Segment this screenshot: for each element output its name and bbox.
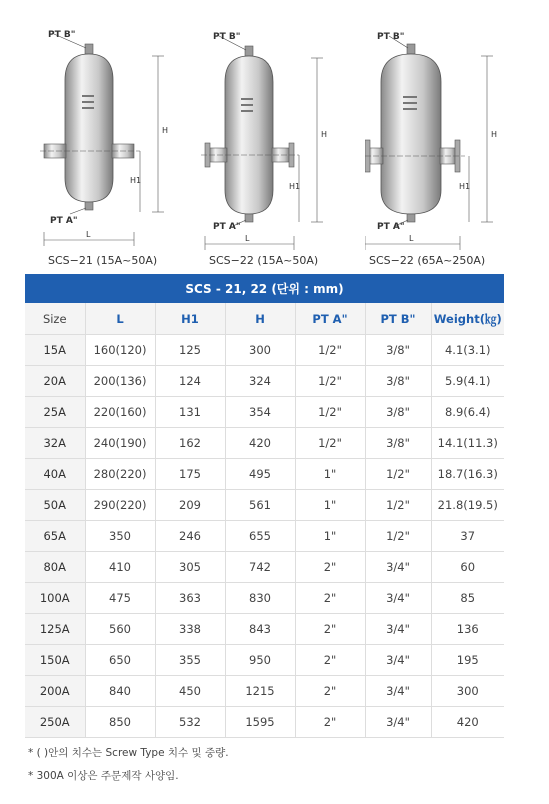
table-cell: 3/4" bbox=[365, 645, 431, 676]
table-cell: 3/8" bbox=[365, 428, 431, 459]
table-cell: 1/2" bbox=[365, 490, 431, 521]
spec-table bbox=[25, 303, 504, 738]
column-header-l: L bbox=[85, 303, 155, 335]
size-cell: 100A bbox=[25, 583, 85, 614]
table-cell: 1/2" bbox=[295, 397, 365, 428]
label-pt-a: PT A" bbox=[213, 222, 241, 232]
size-cell: 250A bbox=[25, 707, 85, 738]
table-cell: 200(136) bbox=[85, 366, 155, 397]
table-row bbox=[25, 614, 504, 645]
table-cell: 561 bbox=[225, 490, 295, 521]
size-cell: 15A bbox=[25, 335, 85, 366]
table-cell: 420 bbox=[225, 428, 295, 459]
label-h: H bbox=[321, 130, 328, 139]
table-cell: 3/4" bbox=[365, 707, 431, 738]
column-header-pt-b: PT B" bbox=[365, 303, 431, 335]
table-cell: 3/4" bbox=[365, 583, 431, 614]
table-row bbox=[25, 397, 504, 428]
table-title: SCS - 21, 22 (단위 : mm) bbox=[185, 282, 344, 296]
table-row bbox=[25, 366, 504, 397]
label-l: L bbox=[86, 230, 91, 239]
table-cell: 124 bbox=[155, 366, 225, 397]
label-l: L bbox=[409, 234, 414, 243]
label-pt-a: PT A" bbox=[50, 216, 78, 226]
table-cell: 850 bbox=[85, 707, 155, 738]
table-row bbox=[25, 521, 504, 552]
table-cell: 240(190) bbox=[85, 428, 155, 459]
table-cell: 14.1(11.3) bbox=[431, 428, 504, 459]
size-cell: 25A bbox=[25, 397, 85, 428]
figure-caption: SCS−22 (65A~250A) bbox=[369, 254, 486, 267]
table-cell: 742 bbox=[225, 552, 295, 583]
figure-scs21 bbox=[30, 0, 180, 272]
table-cell: 175 bbox=[155, 459, 225, 490]
table-cell: 18.7(16.3) bbox=[431, 459, 504, 490]
table-cell: 830 bbox=[225, 583, 295, 614]
table-row bbox=[25, 707, 504, 738]
table-cell: 2" bbox=[295, 583, 365, 614]
table-cell: 532 bbox=[155, 707, 225, 738]
label-h1: H1 bbox=[130, 176, 142, 185]
table-title-banner bbox=[25, 274, 504, 303]
table-cell: 950 bbox=[225, 645, 295, 676]
figure-caption: SCS−22 (15A~50A) bbox=[209, 254, 319, 267]
table-row bbox=[25, 552, 504, 583]
label-h1: H1 bbox=[289, 182, 301, 191]
label-pt-a: PT A" bbox=[377, 222, 405, 232]
table-cell: 125 bbox=[155, 335, 225, 366]
table-cell: 1" bbox=[295, 459, 365, 490]
table-cell: 160(120) bbox=[85, 335, 155, 366]
table-cell: 85 bbox=[431, 583, 504, 614]
table-cell: 3/8" bbox=[365, 397, 431, 428]
column-header-h1: H1 bbox=[155, 303, 225, 335]
label-l: L bbox=[245, 234, 250, 243]
table-cell: 21.8(19.5) bbox=[431, 490, 504, 521]
product-figures bbox=[0, 0, 549, 272]
table-row bbox=[25, 459, 504, 490]
table-cell: 1/2" bbox=[295, 428, 365, 459]
size-cell: 32A bbox=[25, 428, 85, 459]
table-cell: 3/4" bbox=[365, 552, 431, 583]
table-row bbox=[25, 645, 504, 676]
size-cell: 80A bbox=[25, 552, 85, 583]
table-cell: 1/2" bbox=[365, 521, 431, 552]
table-cell: 655 bbox=[225, 521, 295, 552]
table-cell: 2" bbox=[295, 552, 365, 583]
column-header-pt-a: PT A" bbox=[295, 303, 365, 335]
table-cell: 300 bbox=[431, 676, 504, 707]
label-pt-b: PT B" bbox=[48, 30, 76, 40]
table-cell: 843 bbox=[225, 614, 295, 645]
size-cell: 200A bbox=[25, 676, 85, 707]
footnote-custom-order: * 300A 이상은 주문제작 사양임. bbox=[28, 770, 179, 782]
table-row bbox=[25, 583, 504, 614]
table-cell: 450 bbox=[155, 676, 225, 707]
column-header-weight: Weight(㎏) bbox=[431, 303, 504, 335]
table-row bbox=[25, 676, 504, 707]
table-cell: 420 bbox=[431, 707, 504, 738]
table-cell: 300 bbox=[225, 335, 295, 366]
figure-caption: SCS−21 (15A~50A) bbox=[48, 254, 158, 267]
table-cell: 131 bbox=[155, 397, 225, 428]
table-cell: 363 bbox=[155, 583, 225, 614]
table-cell: 280(220) bbox=[85, 459, 155, 490]
table-cell: 3/8" bbox=[365, 366, 431, 397]
table-cell: 354 bbox=[225, 397, 295, 428]
size-cell: 150A bbox=[25, 645, 85, 676]
table-cell: 4.1(3.1) bbox=[431, 335, 504, 366]
table-cell: 1215 bbox=[225, 676, 295, 707]
table-cell: 2" bbox=[295, 645, 365, 676]
footnote-screw-type: * ( )안의 치수는 Screw Type 치수 및 중량. bbox=[28, 747, 229, 759]
table-cell: 1/2" bbox=[295, 335, 365, 366]
table-cell: 5.9(4.1) bbox=[431, 366, 504, 397]
table-cell: 8.9(6.4) bbox=[431, 397, 504, 428]
table-row bbox=[25, 490, 504, 521]
size-cell: 125A bbox=[25, 614, 85, 645]
table-cell: 60 bbox=[431, 552, 504, 583]
table-cell: 136 bbox=[431, 614, 504, 645]
table-cell: 3/8" bbox=[365, 335, 431, 366]
table-cell: 195 bbox=[431, 645, 504, 676]
table-row bbox=[25, 428, 504, 459]
size-cell: 20A bbox=[25, 366, 85, 397]
table-cell: 410 bbox=[85, 552, 155, 583]
table-cell: 1595 bbox=[225, 707, 295, 738]
table-cell: 246 bbox=[155, 521, 225, 552]
figure-scs22-large bbox=[365, 0, 535, 272]
table-cell: 840 bbox=[85, 676, 155, 707]
table-cell: 37 bbox=[431, 521, 504, 552]
table-cell: 650 bbox=[85, 645, 155, 676]
table-cell: 162 bbox=[155, 428, 225, 459]
table-cell: 350 bbox=[85, 521, 155, 552]
size-cell: 40A bbox=[25, 459, 85, 490]
table-cell: 3/4" bbox=[365, 614, 431, 645]
table-cell: 495 bbox=[225, 459, 295, 490]
table-cell: 2" bbox=[295, 707, 365, 738]
table-cell: 2" bbox=[295, 614, 365, 645]
table-cell: 1/2" bbox=[365, 459, 431, 490]
column-header-h: H bbox=[225, 303, 295, 335]
column-header-size: Size bbox=[25, 303, 85, 335]
table-cell: 338 bbox=[155, 614, 225, 645]
size-cell: 50A bbox=[25, 490, 85, 521]
table-cell: 3/4" bbox=[365, 676, 431, 707]
table-cell: 305 bbox=[155, 552, 225, 583]
table-body bbox=[25, 335, 504, 738]
label-pt-b: PT B" bbox=[213, 32, 241, 42]
table-cell: 475 bbox=[85, 583, 155, 614]
table-cell: 209 bbox=[155, 490, 225, 521]
label-pt-b: PT B" bbox=[377, 32, 405, 42]
table-cell: 290(220) bbox=[85, 490, 155, 521]
label-h1: H1 bbox=[459, 182, 471, 191]
table-cell: 560 bbox=[85, 614, 155, 645]
figure-scs22-small bbox=[195, 0, 350, 272]
table-cell: 1/2" bbox=[295, 366, 365, 397]
label-h: H bbox=[162, 126, 169, 135]
table-cell: 1" bbox=[295, 521, 365, 552]
table-cell: 2" bbox=[295, 676, 365, 707]
table-cell: 355 bbox=[155, 645, 225, 676]
size-cell: 65A bbox=[25, 521, 85, 552]
table-cell: 324 bbox=[225, 366, 295, 397]
table-header-row bbox=[25, 303, 504, 335]
table-cell: 220(160) bbox=[85, 397, 155, 428]
table-cell: 1" bbox=[295, 490, 365, 521]
label-h: H bbox=[491, 130, 498, 139]
table-row bbox=[25, 335, 504, 366]
